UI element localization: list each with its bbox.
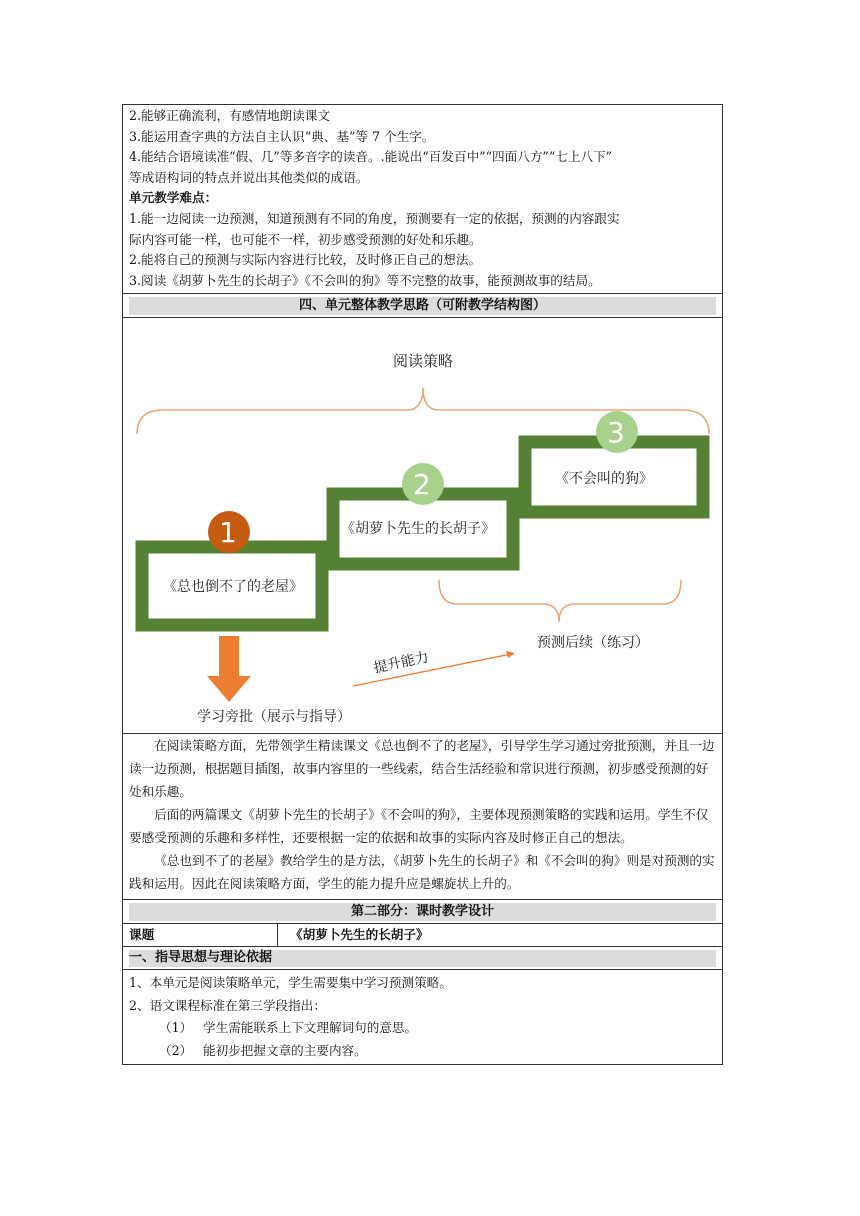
connector-2-3 bbox=[513, 494, 525, 504]
goal-line: 3.能运用查字典的方法自主认识“典、基”等 7 个生字。 bbox=[129, 128, 435, 144]
part2-header bbox=[122, 900, 723, 924]
difficulty-line: 1.能一边阅读一边预测，知道预测有不同的角度，预测要有一定的依据，预测的内容跟实 bbox=[129, 210, 620, 226]
step3-label: 《不会叫的狗》 bbox=[555, 471, 653, 488]
diagram-top-label: 阅读策略 bbox=[393, 352, 454, 371]
goal-line: 2.能够正确流利，有感情地朗读课文 bbox=[129, 108, 330, 123]
difficulty-line: 际内容可能一样，也可能不一样，初步感受预测的好处和乐趣。 bbox=[129, 231, 482, 247]
guiding-subitem bbox=[129, 1040, 716, 1063]
document-table bbox=[122, 104, 723, 1065]
improve-arrow-head bbox=[506, 651, 515, 658]
unit-goals-cell bbox=[122, 104, 723, 294]
teaching-structure-diagram bbox=[122, 318, 723, 734]
paragraph: 后面的两篇课文《胡萝卜先生的长胡子》《不会叫的狗》，主要体现预测策略的实践和运用。学生不仅要感受预测的乐趣和多样性，还要根据一定的依据和故事的实际内容及时修正自己的想法。 bbox=[129, 807, 709, 846]
down-arrow-head bbox=[207, 676, 251, 702]
strategy-paragraphs bbox=[122, 734, 723, 900]
section4-header bbox=[122, 294, 723, 318]
part2-title: 第二部分：课时教学设计 bbox=[350, 904, 494, 920]
difficulty-line: 2.能将自己的预测与实际内容进行比较，及时修正自己的想法。 bbox=[129, 252, 482, 268]
goal-line: 等成语构词的特点并说出其他类似的成语。 bbox=[129, 169, 369, 185]
improve-label: 提升能力 bbox=[372, 649, 431, 677]
step3-number: 3 bbox=[607, 416, 625, 450]
connector-1-2 bbox=[322, 547, 333, 557]
guiding-line: 2、语文课程标准在第三学段指出： bbox=[129, 997, 326, 1013]
step1-label: 《总也倒不了的老屋》 bbox=[163, 579, 303, 596]
paragraph: 在阅读策略方面，先带领学生精读课文《总也倒不了的老屋》，引导学生学习通过旁批预测，并且一边读一边预测，根据题目插图，故事内容里的一些线索，结合生活经验和常识进行预测，初步感受预测的好处和乐趣。 bbox=[129, 738, 715, 800]
subitem-text: 学生需能联系上下文理解词句的意思。 bbox=[203, 1020, 418, 1036]
down-arrow-shaft bbox=[219, 636, 239, 678]
guiding-subitem bbox=[129, 1017, 716, 1040]
paragraph: 《总也到不了的老屋》教给学生的是方法，《胡萝卜先生的长胡子》和《不会叫的狗》则是对预测的实践和运用。因此在阅读策略方面，学生的能力提升应是螺旋状上升的。 bbox=[129, 853, 715, 892]
practice-label: 预测后续（练习） bbox=[537, 635, 649, 652]
subitem-number: （2） bbox=[159, 1042, 193, 1058]
step1-number: 1 bbox=[219, 516, 237, 550]
lesson-title: 《胡萝卜先生的长胡子》 bbox=[290, 927, 429, 943]
guiding-header bbox=[122, 947, 723, 970]
practice-brace bbox=[439, 580, 681, 622]
lesson-row bbox=[122, 924, 723, 947]
subitem-number: （1） bbox=[159, 1020, 193, 1036]
guiding-heading: 一、指导思想与理论依据 bbox=[129, 950, 273, 966]
guiding-content bbox=[122, 970, 723, 1065]
bottom-label: 学习旁批（展示与指导） bbox=[197, 709, 351, 726]
goal-line: 4.能结合语境读准“假、几”等多音字的读音。.能说出“百发百中”“四面八方”“七上八下” bbox=[129, 149, 613, 165]
difficulty-heading: 单元教学难点： bbox=[129, 190, 218, 206]
step2-label: 《胡萝卜先生的长胡子》 bbox=[341, 521, 495, 538]
step2-number: 2 bbox=[413, 468, 431, 502]
difficulty-line: 3.阅读《胡萝卜先生的长胡子》《不会叫的狗》等不完整的故事，能预测故事的结局。 bbox=[129, 272, 601, 288]
lesson-label: 课题 bbox=[123, 924, 278, 946]
section4-title: 四、单元整体教学思路（可附教学结构图） bbox=[298, 298, 546, 314]
subitem-text: 能初步把握文章的主要内容。 bbox=[203, 1042, 367, 1058]
guiding-line: 1、本单元是阅读策略单元，学生需要集中学习预测策略。 bbox=[129, 975, 452, 991]
